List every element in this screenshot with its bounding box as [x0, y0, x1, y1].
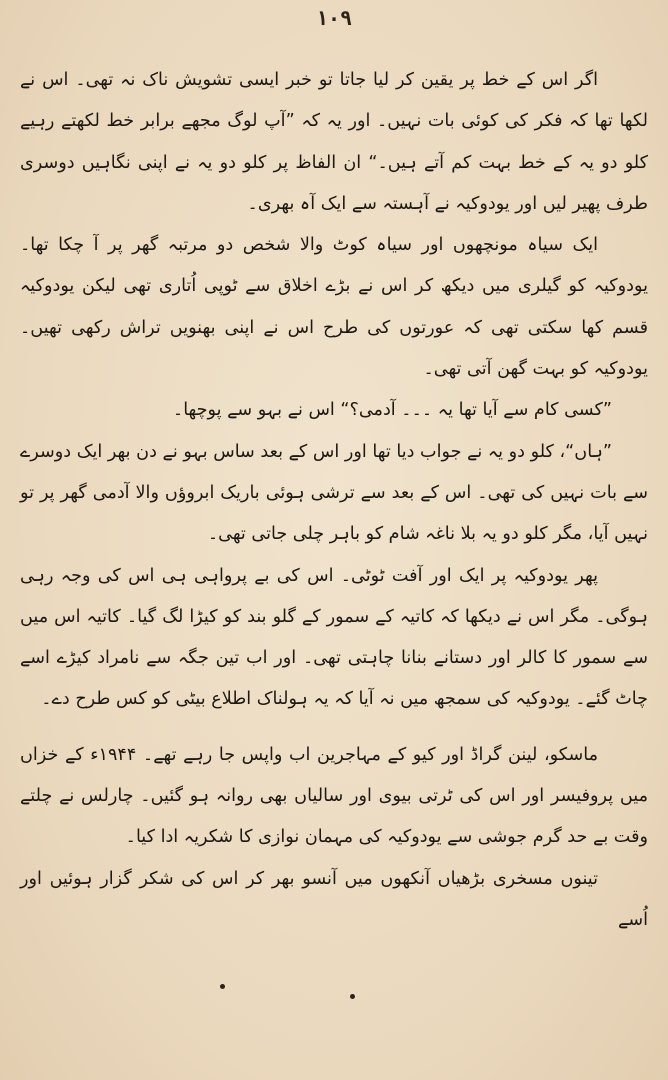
- body-text: [20, 60, 648, 941]
- paragraph-mustached-man: ایک سیاہ مونچھوں اور سیاہ کوٹ والا شخص دو مرتبہ گھر پر آ چکا تھا۔ یودوکیہ کو گیلری میں دیکھ کر اس نے بڑے اخلاق سے ٹوپی اُتاری تھی لیکن یودوکیہ قسم کھا سکتی تھی کہ عورتوں کی طرح اس نے اپنی بھنویں تراش رکھی تھیں۔ یودوکیہ کو بہت گھن آتی تھی۔: [20, 235, 648, 380]
- ink-dot-mark: [350, 994, 355, 999]
- ink-dot-mark: [220, 984, 225, 989]
- page-number: ١٠٩: [315, 6, 353, 30]
- paragraph-refugees: ماسکو، لینن گراڈ اور کیو کے مہاجرین اب واپس جا رہے تھے۔ ۱۹۴۴ء کے خزاں میں پروفیسر اور اس کی ٹرتی بیوی اور سالیاں بھی روانہ ہو گئیں۔ چارلس نے چلتے وقت بے حد گرم جوشی سے یودوکیہ کی مہمان نوازی کا شکریہ ادا کیا۔: [20, 744, 648, 848]
- paragraph-old-women: تینوں مسخری بڑھیاں آنکھوں میں آنسو بھر کر اس کی شکر گزار ہوئیں اور اُسے: [20, 868, 648, 930]
- paragraph-answer: ”ہاں“، کلو دو یہ نے جواب دیا تھا اور اس کے بعد ساس بہو نے دن بھر ایک دوسرے سے بات نہیں کی تھی۔ اس کے بعد سے ترشی ہوئی باریک ابروؤں والا آدمی گھر پر تو نہیں آیا، مگر کلو دو یہ بلا ناغہ شام کو باہر چلی جاتی تھی۔: [20, 441, 648, 545]
- paragraph-question: ”کسی کام سے آیا تھا یہ ۔۔۔ آدمی؟“ اس نے بہو سے پوچھا۔: [172, 400, 612, 421]
- paragraph-moths: پھر یودوکیہ پر ایک اور آفت ٹوٹی۔ اس کی بے پرواہی ہی اس کی وجہ رہی ہوگی۔ مگر اس نے دیکھا کہ کاتیہ کے سمور کے گلو بند کو کیڑا لگ گیا۔ کاتیہ اس میں سے سمور کا کالر اور دستانے بنانا چاہتی تھی۔ اور اب تین جگہ سے نامراد کیڑے اسے چاٹ گئے۔ یودوکیہ کی سمجھ میں نہ آیا کہ یہ ہولناک اطلاع بیٹی کو کس طرح دے۔: [20, 565, 648, 710]
- paragraph-letter: اگر اس کے خط پر یقین کر لیا جاتا تو خبر ایسی تشویش ناک نہ تھی۔ اس نے لکھا تھا کہ فکر کی کوئی بات نہیں۔ اور یہ کہ ”آپ لوگ مجھے برابر خط لکھتے رہیے کلو دو یہ کے خط بہت کم آتے ہیں۔“ ان الفاظ پر کلو دو یہ نے اپنی نگاہیں دوسری طرف پھیر لیں اور یودوکیہ نے آہستہ سے ایک آہ بھری۔: [20, 70, 648, 214]
